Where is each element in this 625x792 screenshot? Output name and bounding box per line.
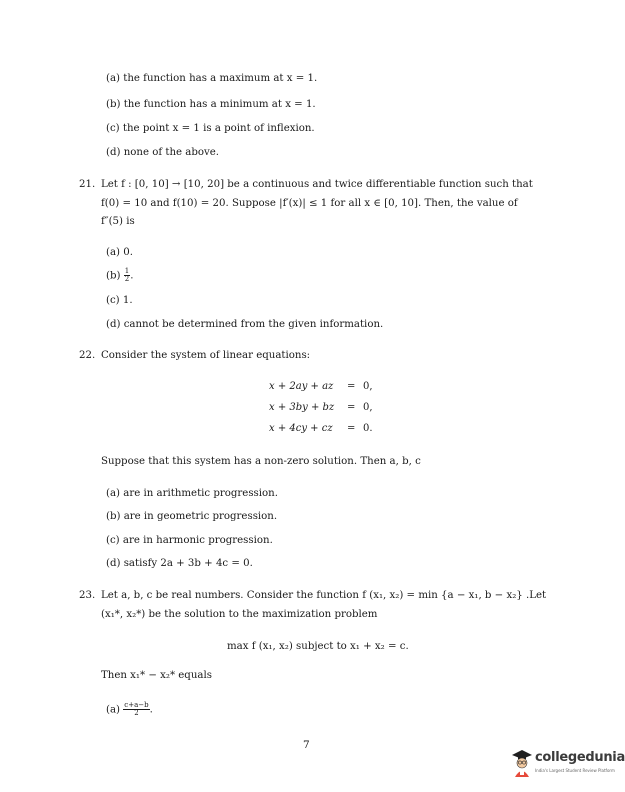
q20-option-c: (c) the point x = 1 is a point of inflexion. bbox=[106, 123, 315, 134]
q22-option-a: (a) are in arithmetic progression. bbox=[106, 488, 278, 499]
q23-option-a-label: (a) bbox=[106, 704, 121, 716]
graduate-mascot-icon bbox=[511, 748, 533, 778]
q21-text-line1: Let f : [0, 10] → [10, 20] be a continuous and twice differentiable function such that bbox=[101, 179, 533, 190]
q23-maximization-display: max f (x₁, x₂) subject to x₁ + x₂ = c. bbox=[227, 641, 409, 652]
q22-equation-3-sign: = bbox=[347, 423, 356, 434]
q21-number: 21. bbox=[79, 179, 96, 190]
q21-option-d: (d) cannot be determined from the given information. bbox=[106, 319, 384, 330]
q22-equation-2-sign: = bbox=[347, 402, 356, 413]
q21-option-b: (b) $\frac{1}{2}$ . bbox=[106, 267, 134, 283]
q21-option-b-label: (b) bbox=[106, 270, 121, 282]
q22-number: 22. bbox=[79, 350, 96, 361]
q22-option-c: (c) are in harmonic progression. bbox=[106, 535, 273, 546]
q22-option-d: (d) satisfy 2a + 3b + 4c = 0. bbox=[106, 558, 253, 569]
q21-option-c: (c) 1. bbox=[106, 295, 133, 306]
q22-equation-2-rhs: 0, bbox=[363, 402, 373, 413]
q23-then: Then x₁* − x₂* equals bbox=[101, 670, 212, 681]
logo-tagline: India's Largest Student Review Platform bbox=[535, 768, 615, 773]
fraction-denominator: 2 bbox=[124, 275, 130, 283]
q21-option-a: (a) 0. bbox=[106, 247, 133, 258]
q22-equation-3-lhs: x + 4cy + cz bbox=[269, 423, 333, 434]
fraction-numerator: c+a−b bbox=[124, 701, 149, 709]
q21-text-line2: f(0) = 10 and f(10) = 20. Suppose |f′(x)| ≤ 1 for all x ∈ [0, 10]. Then, the value of bbox=[101, 198, 518, 209]
q22-option-b: (b) are in geometric progression. bbox=[106, 511, 278, 522]
q20-option-d: (d) none of the above. bbox=[106, 147, 220, 158]
fraction-numerator: 1 bbox=[124, 267, 130, 275]
q22-suppose: Suppose that this system has a non-zero solution. Then a, b, c bbox=[101, 456, 421, 467]
q22-equation-3-rhs: 0. bbox=[363, 423, 373, 434]
q22-equation-1-sign: = bbox=[347, 381, 356, 392]
collegedunia-logo bbox=[511, 746, 625, 786]
fraction-denominator: 2 bbox=[134, 709, 139, 717]
q20-option-b: (b) the function has a minimum at x = 1. bbox=[106, 99, 316, 110]
q21-text-line3: f″(5) is bbox=[101, 216, 135, 227]
q22-equation-2-lhs: x + 3by + bz bbox=[269, 402, 335, 413]
q23-option-a: (a) $\frac{c+a-b}{2}$ . bbox=[106, 701, 153, 717]
q23-text-line2: (x₁*, x₂*) be the solution to the maximization problem bbox=[101, 609, 378, 620]
q20-option-a: (a) the function has a maximum at x = 1. bbox=[106, 73, 318, 84]
q22-intro: Consider the system of linear equations: bbox=[101, 350, 311, 361]
q22-equation-1-rhs: 0, bbox=[363, 381, 373, 392]
q23-option-a-fraction bbox=[123, 702, 149, 717]
q21-option-b-fraction bbox=[124, 268, 130, 283]
page-number: 7 bbox=[303, 739, 310, 751]
q23-number: 23. bbox=[79, 590, 96, 601]
q22-equation-1-lhs: x + 2ay + az bbox=[269, 381, 334, 392]
logo-brand-text: collegedunia bbox=[535, 750, 625, 765]
q23-text-line1: Let a, b, c be real numbers. Consider the function f (x₁, x₂) = min {a − x₁, b − x₂} .Let bbox=[101, 590, 547, 601]
